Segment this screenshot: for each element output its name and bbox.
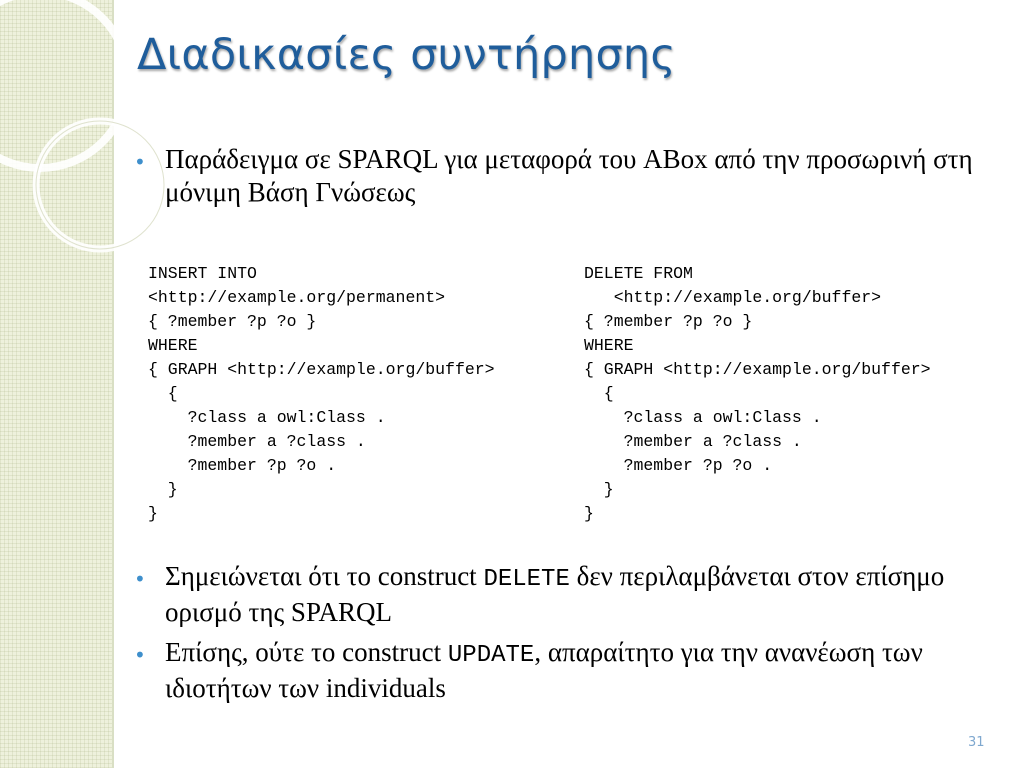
code-line: ?member a ?class . <box>584 432 802 451</box>
slide-page-number: 31 <box>968 735 985 750</box>
code-block-insert <box>148 262 495 526</box>
bullet-text-after: δεν περιλαμβάνεται στον επίσημο ορισμό της SPARQL <box>165 561 945 627</box>
code-line: { <box>584 384 614 403</box>
code-line: { <box>148 384 178 403</box>
bullet-item-sparql-example <box>134 143 1010 209</box>
code-line: { GRAPH <http://example.org/buffer> <box>148 360 495 379</box>
inline-code-delete: DELETE <box>483 566 570 593</box>
code-line: { ?member ?p ?o } <box>148 312 317 331</box>
code-line: WHERE <box>148 336 198 355</box>
bullet-marker: • <box>134 150 146 174</box>
code-line: ?member a ?class . <box>148 432 366 451</box>
code-line: ?member ?p ?o . <box>584 456 773 475</box>
code-line: } <box>584 480 614 499</box>
slide-title: Διαδικασίες συντήρησης <box>137 30 676 80</box>
code-line: } <box>148 504 158 523</box>
code-line: <http://example.org/permanent> <box>148 288 446 307</box>
bullet-text-before: Σημειώνεται ότι το construct <box>165 561 484 591</box>
bullet-item-update-note <box>134 636 1010 705</box>
bullet-marker: • <box>134 567 146 591</box>
code-line: DELETE FROM <box>584 264 693 283</box>
bullet-text-before: Επίσης, ούτε το construct <box>165 637 448 667</box>
inline-code-update: UPDATE <box>447 642 535 669</box>
code-line: ?class a owl:Class . <box>148 408 386 427</box>
bullet-item-delete-note <box>134 560 1010 629</box>
bullet-text-after: , απαραίτητο για την ανανέωση των ιδιοτήτων των individuals <box>165 637 923 703</box>
code-line: WHERE <box>584 336 634 355</box>
code-line: <http://example.org/buffer> <box>584 288 882 307</box>
code-line: { GRAPH <http://example.org/buffer> <box>584 360 931 379</box>
bullet-text <box>165 560 1010 629</box>
code-line: ?class a owl:Class . <box>584 408 822 427</box>
code-line: } <box>148 480 178 499</box>
code-line: { ?member ?p ?o } <box>584 312 753 331</box>
code-line: INSERT INTO <box>148 264 257 283</box>
bullet-text <box>165 636 1010 705</box>
code-line: } <box>584 504 594 523</box>
code-block-delete <box>584 262 931 526</box>
code-line: ?member ?p ?o . <box>148 456 337 475</box>
bullet-marker: • <box>134 643 146 667</box>
bullet-text: Παράδειγμα σε SPARQL για μεταφορά του ABox από την προσωρινή στη μόνιμη Βάση Γνώσεως <box>165 144 973 207</box>
